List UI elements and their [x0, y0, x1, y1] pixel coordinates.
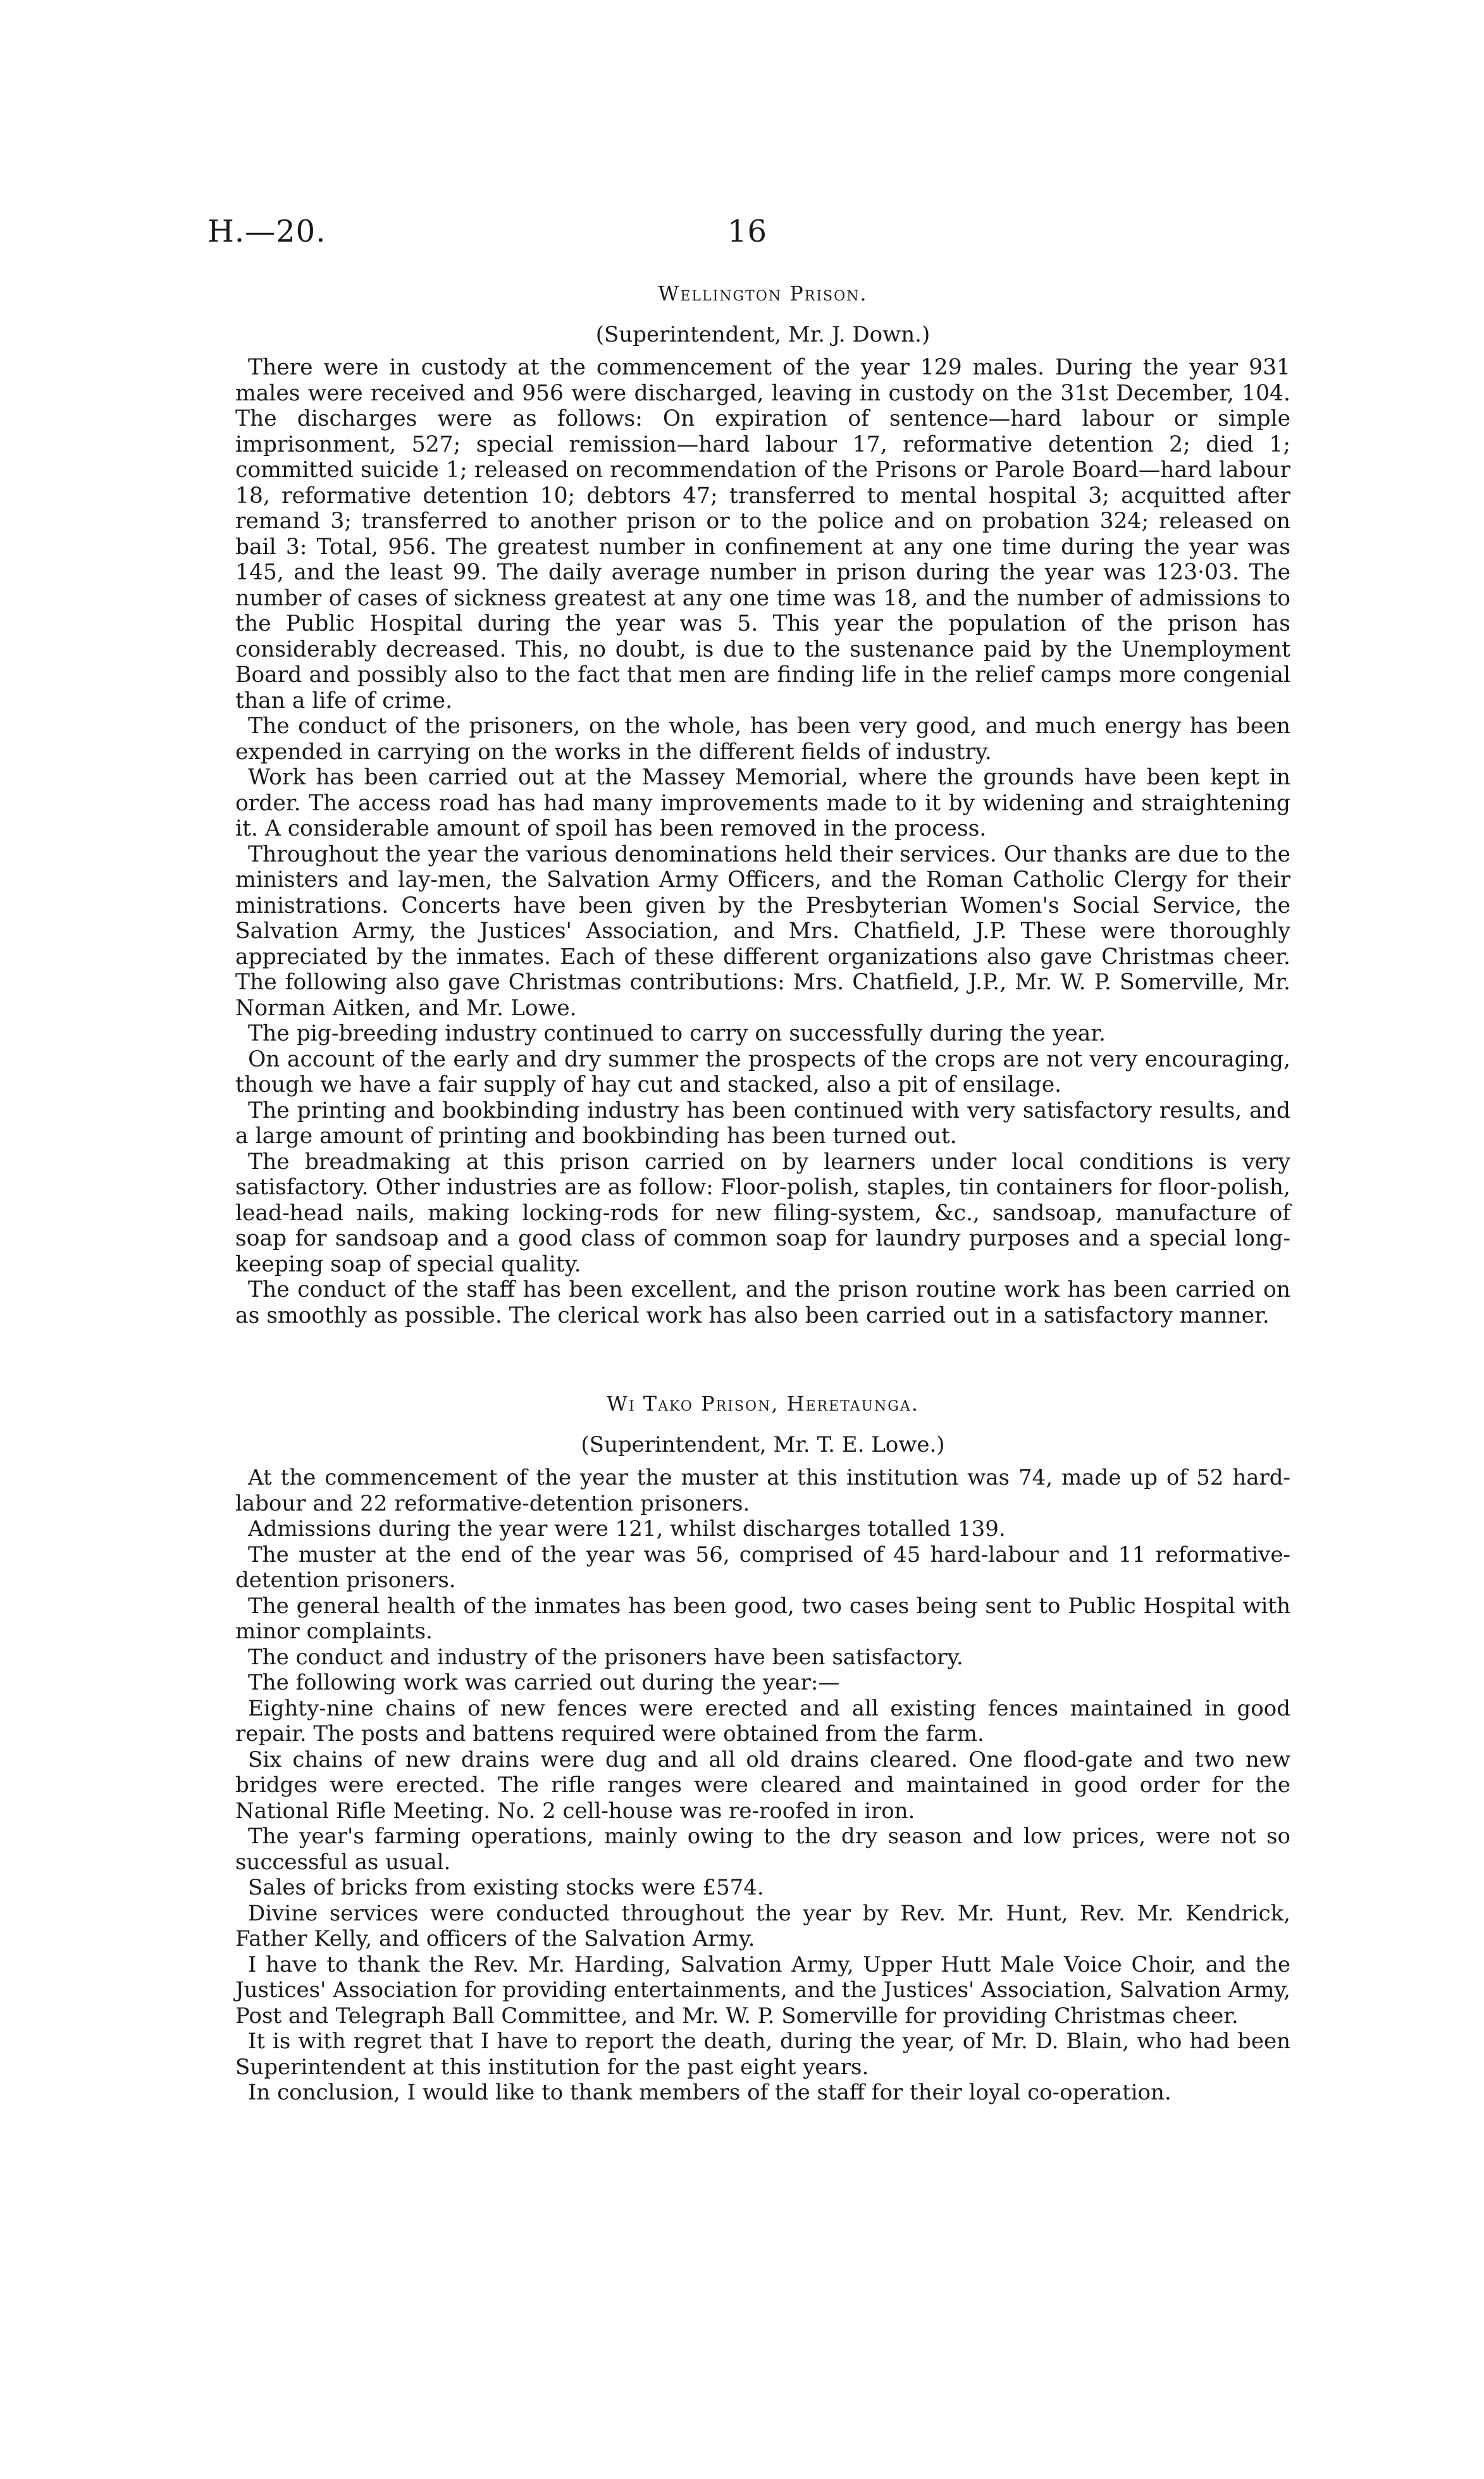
superintendent-line: (Superintendent, Mr. T. E. Lowe.) — [581, 1432, 945, 1457]
paragraph: The following work was carried out during the year:— — [248, 1670, 840, 1695]
paragraph: Admissions during the year were 121, whilst discharges totalled 139. — [248, 1516, 1006, 1542]
superintendent-line: (Superintendent, Mr. J. Down.) — [595, 322, 931, 347]
paragraph: The muster at the end of the year was 56, comprised of 45 hard-labour and 11 reformative-detention prisoners. — [235, 1542, 1290, 1593]
paragraph: The conduct of the prisoners, on the whole, has been very good, and much energy has been expended in carrying on the works in the different fields of industry. — [235, 714, 1290, 765]
paragraph: I have to thank the Rev. Mr. Harding, Salvation Army, Upper Hutt Male Voice Choir, and the Justices' Association for providing entertainments, and the Justices' Association, Salvation Army, Post and Telegraph Ball Committee, and Mr. W. P. Somerville for providing Christmas cheer. — [235, 1951, 1290, 2029]
section-wi-tako-prison — [235, 1392, 1290, 2106]
paragraph: On account of the early and dry summer the prospects of the crops are not very encouraging, though we have a fair supply of hay cut and stacked, also a pit of ensilage. — [235, 1046, 1290, 1097]
paragraph: Divine services were conducted throughout the year by Rev. Mr. Hunt, Rev. Mr. Kendrick, Father Kelly, and officers of the Salvation Army. — [235, 1900, 1290, 1951]
paragraph: The year's farming operations, mainly owing to the dry season and low prices, were not so successful as usual. — [235, 1824, 1290, 1875]
paragraph: It is with regret that I have to report the death, during the year, of Mr. D. Blain, who had been Superintendent at this institution for the past eight years. — [235, 2029, 1290, 2080]
section-title: Wellington Prison. — [658, 281, 868, 306]
paragraph: The printing and bookbinding industry has been continued with very satisfactory results, and a large amount of printing and bookbinding has been turned out. — [235, 1097, 1290, 1149]
paragraph: At the commencement of the year the muster at this institution was 74, made up of 52 hard-labour and 22 reformative-detention prisoners. — [235, 1465, 1290, 1516]
paragraph: The breadmaking at this prison carried on by learners under local conditions is very satisfactory. Other industries are as follow: Floor-polish, staples, tin containers for floor-polish, lead-head nails, making locking-rods for new filing-system, &c., sandsoap, manufacture of soap for sandsoap and a good class of common soap for laundry purposes and a special long-keeping soap of special quality. — [235, 1149, 1290, 1277]
section-title: Wi Tako Prison, Heretaunga. — [607, 1392, 919, 1416]
paragraph: In conclusion, I would like to thank members of the staff for their loyal co-operation. — [248, 2080, 1172, 2105]
paragraph: Work has been carried out at the Massey Memorial, where the grounds have been kept in order. The access road has had many improvements made to it by widening and straightening it. A considerable amount of spoil has been removed in the process. — [235, 765, 1290, 841]
paragraph: Eighty-nine chains of new fences were erected and all existing fences maintained in good repair. The posts and battens required were obtained from the farm. — [235, 1695, 1290, 1746]
document-reference: H.—20. — [207, 214, 326, 249]
paragraph: Throughout the year the various denominations held their services. Our thanks are due to the ministers and lay-men, the Salvation Army Officers, and the Roman Catholic Clergy for their ministrations. Concerts have been given by the Presbyterian Women's Social Service, the Salvation Army, the Justices' Association, and Mrs. Chatfield, J.P. These were thoroughly appreciated by the inmates. Each of these different organizations also gave Christmas cheer. The following also gave Christmas contributions: Mrs. Chatfield, J.P., Mr. W. P. Somerville, Mr. Norman Aitken, and Mr. Lowe. — [235, 841, 1290, 1021]
paragraph: The conduct of the staff has been excellent, and the prison routine work has been carried on as smoothly as possible. The clerical work has also been carried out in a satisfactory manner. — [235, 1277, 1290, 1328]
paragraph: Sales of bricks from existing stocks were £574. — [248, 1875, 764, 1900]
section-wellington-prison — [235, 281, 1290, 1328]
paragraph: The conduct and industry of the prisoners have been satisfactory. — [248, 1644, 963, 1670]
paragraph: The pig-breeding industry continued to carry on successfully during the year. — [248, 1021, 1106, 1046]
paragraph: Six chains of new drains were dug and all old drains cleared. One flood-gate and two new bridges were erected. The rifle ranges were cleared and maintained in good order for the National Rifle Meeting. No. 2 cell-house was re-roofed in iron. — [235, 1746, 1290, 1824]
paragraph: The general health of the inmates has been good, two cases being sent to Public Hospital with minor complaints. — [235, 1593, 1290, 1644]
paragraph: There were in custody at the commencement of the year 129 males. During the year 931 males were received and 956 were discharged, leaving in custody on the 31st December, 104. The discharges were as follows: On expiration of sentence—hard labour or simple imprisonment, 527; special remission—hard labour 17, reformative detention 2; died 1; committed suicide 1; released on recommendation of the Prisons or Parole Board—hard labour 18, reformative detention 10; debtors 47; transferred to mental hospital 3; acquitted after remand 3; transferred to another prison or to the police and on probation 324; released on bail 3: Total, 956. The greatest number in confinement at any one time during the year was 145, and the least 99. The daily average number in prison during the year was 123·03. The number of cases of sickness greatest at any one time was 18, and the number of admissions to the Public Hospital during the year was 5. This year the population of the prison has considerably decreased. This, no doubt, is due to the sustenance paid by the Unemployment Board and possibly also to the fact that men are finding life in the relief camps more congenial than a life of crime. — [235, 355, 1290, 714]
page-number: 16 — [727, 214, 768, 249]
